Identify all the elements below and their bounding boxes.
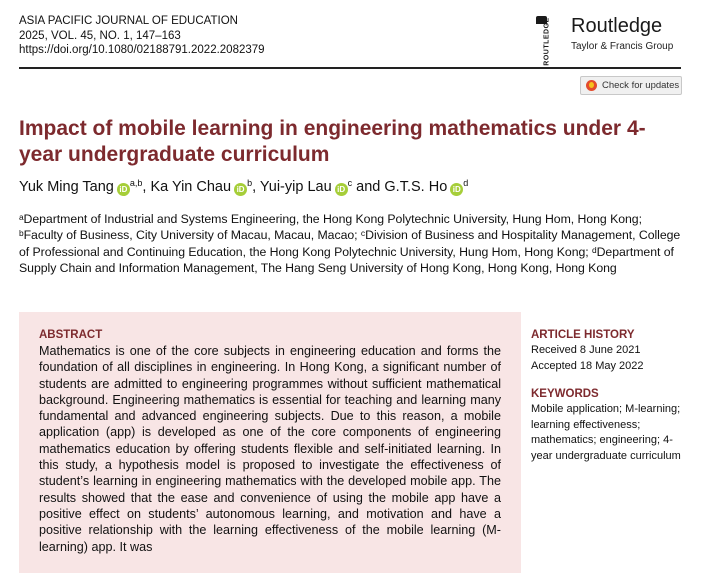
- journal-name: ASIA PACIFIC JOURNAL OF EDUCATION: [19, 15, 238, 27]
- author-name[interactable]: Yuk Ming Tang: [19, 179, 114, 195]
- accepted-date: Accepted 18 May 2022: [531, 359, 644, 372]
- publisher-subtitle: Taylor & Francis Group: [571, 41, 674, 52]
- orcid-icon[interactable]: iD: [335, 183, 348, 196]
- orcid-icon[interactable]: iD: [234, 183, 247, 196]
- abstract-text: Mathematics is one of the core subjects in engineering education and forms the foundation of all disciplines in engineering. In Hong Kong, a significant number of students are admitted to engineering programmes without sufficient mathematical background. Engineering mathematics is essential for teaching and learning many fundamental and advanced engineering subjects. Due to this reason, a mobile application (app) is developed as one of the core components of engineering mathematics education by offering students flexible and self-initiated learning. In this study, a hypothesis model is proposed to investigate the effectiveness of student’s learning in engineering mathematics with the developed mobile app. The results showed that the ease and convenience of using the mobile app have a positive effect on students’ autonomous learning, and motivation and have a positive relationship with the learning effectiveness of the mobile learning (M-learning) app. It was: [39, 344, 501, 554]
- affiliations: ᵃDepartment of Industrial and Systems Engineering, the Hong Kong Polytechnic University, Hung Hom, Hong Kong; ᵇFaculty of Business, City University of Macau, Macau, Macao; ᶜDivision of Business and Hospitality Management, College of Professional and Continuing Education, the Hong Kong Polytechnic University, Hung Hom, Hong Kong; ᵈDepartment of Supply Chain and Information Management, The Hang Seng University of Hong Kong, Hong Kong, Hong Kong: [19, 212, 681, 275]
- history-heading: ARTICLE HISTORY: [531, 329, 635, 341]
- author-name[interactable]: Ka Yin Chau: [150, 179, 232, 195]
- received-date: Received 8 June 2021: [531, 344, 641, 356]
- author-affil-marker: b: [247, 178, 253, 188]
- author-list: Yuk Ming Tang iD$^{a,b}$, Ka Yin Chau $iD^b$, Yui-yip Lau $iD^c$ and G.T.S. Ho $iD^d$: [19, 178, 469, 195]
- journal-volume: 2025, VOL. 45, NO. 1, 147–163: [19, 29, 181, 42]
- author-name[interactable]: G.T.S. Ho: [384, 179, 448, 195]
- abstract-heading: ABSTRACT: [39, 329, 103, 341]
- header-divider: [19, 67, 681, 69]
- keywords-heading: KEYWORDS: [531, 388, 599, 400]
- publisher-name: Routledge: [571, 15, 663, 37]
- orcid-icon[interactable]: iD: [450, 183, 463, 196]
- check-updates-button[interactable]: [580, 76, 682, 95]
- author-affil-marker: d: [463, 178, 469, 188]
- author-affil-marker: a,b: [129, 178, 143, 188]
- journal-doi[interactable]: https://doi.org/10.1080/02188791.2022.2082379: [19, 44, 265, 56]
- keywords-list: Mobile application; M-learning; learning effectiveness; mathematics; engineering; 4-year undergraduate curriculum: [531, 403, 681, 462]
- abstract-panel: [19, 312, 521, 573]
- author-name[interactable]: Yui-yip Lau: [259, 179, 332, 195]
- article-title: Impact of mobile learning in engineering mathematics under 4-year undergraduate curriculum: [19, 117, 646, 166]
- check-updates-label: Check for updates: [602, 80, 680, 91]
- author-affil-marker: c: [347, 178, 353, 188]
- publisher-logo: [535, 14, 685, 66]
- orcid-icon[interactable]: iD: [117, 183, 130, 196]
- crossmark-icon: [586, 80, 597, 91]
- journal-info: [19, 14, 265, 58]
- routledge-mark-icon: ROUTLEDGE: [535, 16, 548, 54]
- article-sidebar: [531, 329, 691, 464]
